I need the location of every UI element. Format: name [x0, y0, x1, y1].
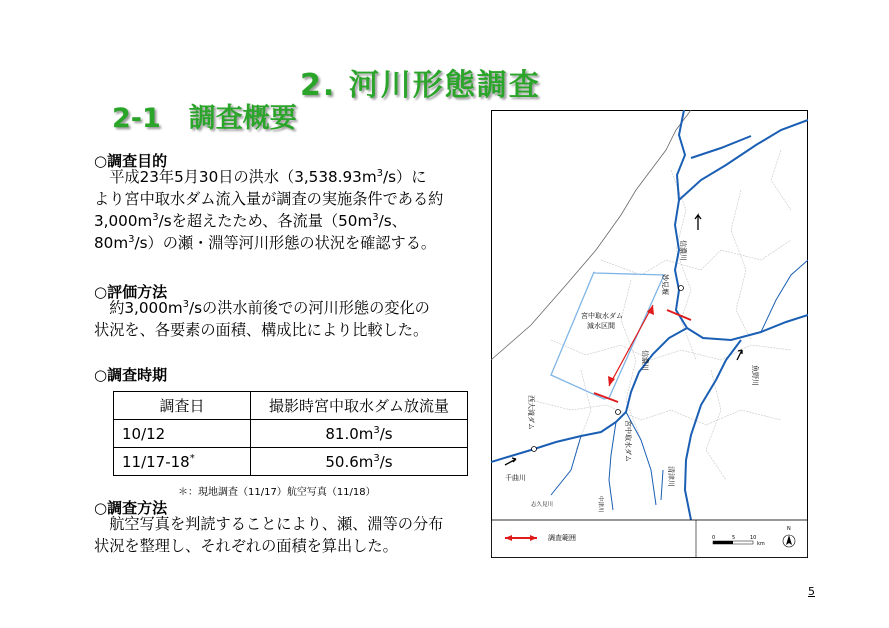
miyanaka-dam-marker: [616, 410, 621, 415]
label-uono: 魚野川: [751, 365, 759, 386]
row-flow: [251, 448, 468, 476]
purpose-line-3b: /sを超えたため、各流量（50m: [158, 212, 373, 230]
flow-unit: /s: [379, 452, 393, 471]
subtitle-number: 2-1: [112, 103, 161, 134]
section-subtitle: [112, 96, 297, 135]
scale-bar-fill: [713, 541, 733, 544]
table-row: [114, 448, 468, 476]
evaluation-line-1a: 約3,000m: [94, 299, 183, 317]
label-miyanaka: 宮中取水ダム: [624, 420, 632, 462]
evaluation-text: [94, 297, 486, 341]
scale-tick-5: 5: [732, 535, 736, 541]
legend-range-label: 調査範囲: [548, 534, 576, 542]
label-chikuma: 千曲川: [505, 474, 526, 482]
evaluation-heading: ○評価方法: [94, 283, 168, 301]
survey-table: [113, 391, 468, 476]
header-date: 調査日: [114, 392, 251, 420]
table-note: ＊：現地調査（11/17）航空写真（11/18）: [178, 487, 376, 498]
scale-tick-10: 10: [750, 535, 757, 541]
purpose-heading: ○調査目的: [94, 152, 168, 170]
north-label: N: [787, 526, 791, 532]
label-shikuno: 志久見川: [531, 502, 554, 508]
purpose-line-3c: /s、: [378, 212, 407, 230]
scale-tick-0: 0: [712, 535, 716, 541]
table-header-row: [114, 392, 468, 420]
label-shinano-lower: 信濃川: [641, 350, 649, 371]
row-date: [114, 448, 251, 476]
label-shinano-upper: 信濃川: [679, 240, 687, 261]
sup: 3: [373, 424, 380, 436]
method-line-1: 航空写真を判読することにより、瀬、淵等の分布: [94, 515, 444, 533]
purpose-line-2: より宮中取水ダム流入量が調査の実施条件である約: [94, 190, 444, 208]
label-myoken: 妙見堰: [661, 274, 669, 295]
row-date: 10/12: [114, 420, 251, 448]
purpose-line-4a: 80m: [94, 234, 129, 252]
purpose-line-3a: 3,000m: [94, 212, 153, 230]
river-map: [491, 110, 808, 558]
label-section-2: 減水区間: [587, 322, 615, 330]
myoken-weir-marker: [679, 286, 684, 291]
nishiotaki-dam-marker: [532, 447, 537, 452]
label-section-1: 宮中取水ダム: [581, 312, 623, 320]
sup: 3: [152, 211, 159, 223]
purpose-line-1-tail: /s）に: [383, 168, 427, 186]
scale-unit: km: [757, 541, 765, 547]
subtitle-text: 調査概要: [188, 103, 297, 134]
label-shimizu: 清津川: [667, 466, 675, 487]
map-frame: [492, 111, 808, 558]
purpose-line-4b: /s）の瀬・淵等河川形態の状況を確認する。: [134, 234, 437, 252]
method-heading: ○調査方法: [94, 499, 168, 517]
purpose-text: [94, 166, 486, 254]
map-legend-box: [492, 520, 808, 558]
purpose-line-1: 平成23年5月30日の洪水（3,538.93m: [94, 168, 377, 186]
sup: 3: [182, 298, 190, 310]
method-text: [94, 513, 486, 557]
date-mark: *: [189, 452, 195, 464]
page-title: 2. 河川形態調査: [300, 68, 541, 103]
page-number: 5: [808, 585, 815, 598]
period-heading: ○調査時期: [94, 366, 168, 384]
evaluation-line-1b: /sの洪水前後での河川形態の変化の: [189, 299, 430, 317]
sup: 3: [128, 233, 135, 245]
label-nakatsu: 中津川: [597, 496, 603, 513]
sup: 3: [376, 167, 383, 179]
flow-value: 50.6m: [325, 452, 374, 471]
date-value: 11/17-18: [122, 452, 190, 471]
flow-unit: /s: [379, 424, 393, 443]
label-nishiotaki: 西大滝ダム: [527, 395, 535, 430]
header-flow: 撮影時宮中取水ダム放流量: [251, 392, 468, 420]
sup: 3: [372, 211, 379, 223]
flow-value: 81.0m: [325, 424, 374, 443]
sup: 3: [373, 452, 380, 464]
method-line-2: 状況を整理し、それぞれの面積を算出した。: [94, 537, 398, 555]
table-row: [114, 420, 468, 448]
evaluation-line-2: 状況を、各要素の面積、構成比により比較した。: [94, 321, 429, 339]
row-flow: [251, 420, 468, 448]
